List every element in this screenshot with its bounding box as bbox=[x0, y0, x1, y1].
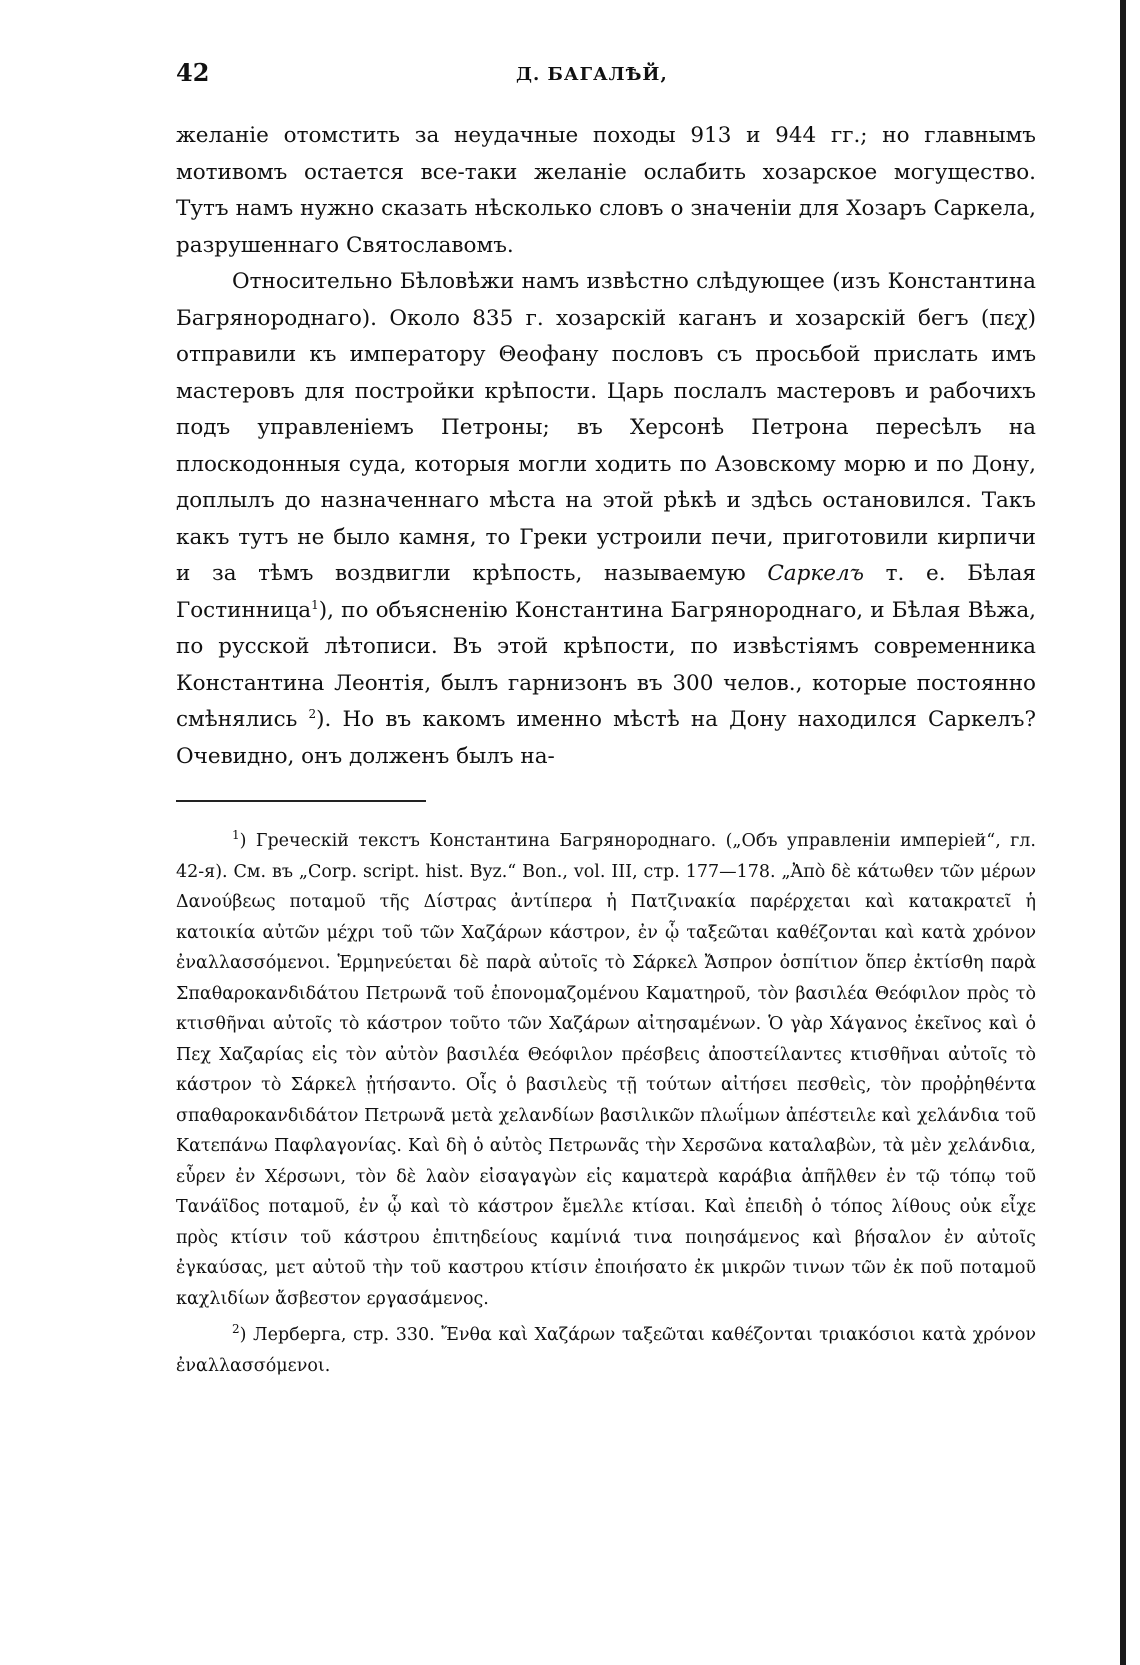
footnote-ref-1: 1 bbox=[311, 597, 319, 612]
footnote-1 bbox=[176, 826, 1036, 1314]
footnote-rule bbox=[176, 800, 426, 802]
paragraph-2 bbox=[176, 264, 1036, 775]
paragraph-2-part-d: ). Но въ какомъ именно мѣстѣ на Дону находился Саркелъ? Очевидно, онъ долженъ былъ на- bbox=[176, 707, 1036, 769]
footnote-2 bbox=[176, 1320, 1036, 1381]
page-header bbox=[176, 50, 1036, 90]
footnote-2-mark: 2 bbox=[232, 1322, 240, 1337]
page-number: 42 bbox=[176, 58, 210, 87]
paragraph-2-part-a: Относительно Бѣловѣжи намъ извѣстно слѣдующее (изъ Константина Багрянороднаго). Около 835 г. хозарскій каганъ и хозарскій бегъ (πεχ) отправили къ императору Θеофану пословъ съ просьбой прислать имъ мастеровъ для постройки крѣпости. Царь послалъ мастеровъ и рабочихъ подъ управленіемъ Петроны; въ Херсонѣ Петрона пересѣлъ на плоскодонныя суда, которыя могли ходить по Азовскому морю и по Дону, доплылъ до назначеннаго мѣста на этой рѣкѣ и здѣсь остановился. Такъ какъ тутъ не было камня, то Греки устроили печи, приготовили кирпичи и за тѣмъ воздвигли крѣпость, называемую bbox=[176, 269, 1036, 586]
paragraph-1: желаніе отомстить за неудачные походы 913 и 944 гг.; но главнымъ мотивомъ остается все-таки желаніе ослабить хозарское могущество. Тутъ намъ нужно сказать нѣсколько словъ о значеніи для Хозаръ Саркела, разрушеннаго Святославомъ. bbox=[176, 123, 1036, 258]
running-head: Д. БАГАЛѢЙ, bbox=[516, 64, 668, 85]
footnotes bbox=[176, 826, 1036, 1381]
footnote-2-text: ) Лерберга, стр. 330. Ἔνθα καὶ Χαζάρων ταξεῶται καθέζονται τριακόσιοι κατὰ χρόνον ἐναλλασσόμενοι. bbox=[176, 1325, 1036, 1376]
footnote-1-mark: 1 bbox=[232, 828, 240, 843]
main-text bbox=[176, 118, 1036, 775]
footnote-1-text: ) Греческій текстъ Константина Багрянороднаго. („Объ управленіи имперіей“, гл. 42-я). См. въ „Corp. script. hist. Byz.“ Bon., vol. III, стр. 177—178. „Ἀπὸ δὲ κάτωθεν τῶν μέρων Δανούβεως ποταμοῦ τῆς Δίστρας ἀντίπερα ἡ Πατζινακία παρέρχεται καὶ κατακρατεῖ ἡ κατοικία αὐτῶν μέχρι τοῦ τῶν Χαζάρων κάστρον, ἐν ᾧ ταξεῶται καθέζονται καὶ κατὰ χρόνον ἐναλλασσόμενοι. Ἑρμηνεύεται δὲ παρὰ αὐτοῖς τὸ Σάρκελ Ἄσπρον ὁσπίτιον ὅπερ ἐκτίσθη παρὰ Σπαθαροκανδιδάτου Πετρωνᾶ τοῦ ἐπονομαζομένου Καματηροῦ, τὸν βασιλέα Θεόφιλον πρὸς τὸ κτισθῆναι αὐτοῖς τὸ κάστρον τοῦτο τῶν Χαζάρων αἰτησαμένων. Ὁ γὰρ Χάγανος ἐκεῖνος καὶ ὁ Πεχ Χαζαρίας εἰς τὸν αὐτὸν βασιλέα Θεόφιλον πρέσβεις ἀποστείλαντες κτισθῆναι αὐτοῖς τὸ κάστρον τὸ Σάρκελ ᾐτήσαντο. Οἷς ὁ βασιλεὺς τῇ τούτων αἰτήσει πεσθεὶς, τὸν προῤῥηθέντα σπαθαροκανδιδάτον Πετρωνᾶ μετὰ χελανδίων βασιλικῶν πλωΐμων ἀπέστειλε καὶ χελάνδια τοῦ Κατεπάνω Παφλαγονίας. Καὶ δὴ ὁ αὐτὸς Πετρωνᾶς τὴν Χερσῶνα καταλαβὼν, τὰ μὲν χελάνδια, εὗρεν ἐν Χέρσωνι, τὸν δὲ λαὸν εἰσαγαγὼν εἰς καματερὰ καράβια ἀπῆλθεν ἐν τῷ τόπῳ τοῦ Τανάϊδος ποταμοῦ, ἐν ᾧ καὶ τὸ κάστρον ἔμελλε κτίσαι. Καὶ ἐπειδὴ ὁ τόπος λίθους οὐκ εἶχε πρὸς κτίσιν τοῦ κάστρου ἐπιτηδείους καμίνιά τινα ποιησάμενος καὶ βήσαλον ἐν αὐτοῖς ἐγκαύσας, μετ αὐτοῦ τὴν τοῦ καστρου κτίσιν ἐποιήσατο ἐκ μικρῶν τινων τῶν ἐκ ποῦ ποταμοῦ καχλιδίων ἄσβεστον εργασάμενος. bbox=[176, 831, 1036, 1309]
sarkel-italic: Саркелъ bbox=[767, 561, 864, 586]
paragraph-2-part-c: ), по объясненію Константина Багрянороднаго, и Бѣлая Вѣжа, по русской лѣтописи. Въ этой крѣпости, по извѣстіямъ современника Константина Леонтія, былъ гарнизонъ въ 300 челов., которые постоянно смѣнялись bbox=[176, 597, 1036, 732]
paragraph-2-part-b: т. е. Бѣлая Гостинница bbox=[176, 561, 1036, 623]
footnote-ref-2: 2 bbox=[308, 706, 317, 721]
page-edge-rule bbox=[1120, 0, 1126, 1665]
